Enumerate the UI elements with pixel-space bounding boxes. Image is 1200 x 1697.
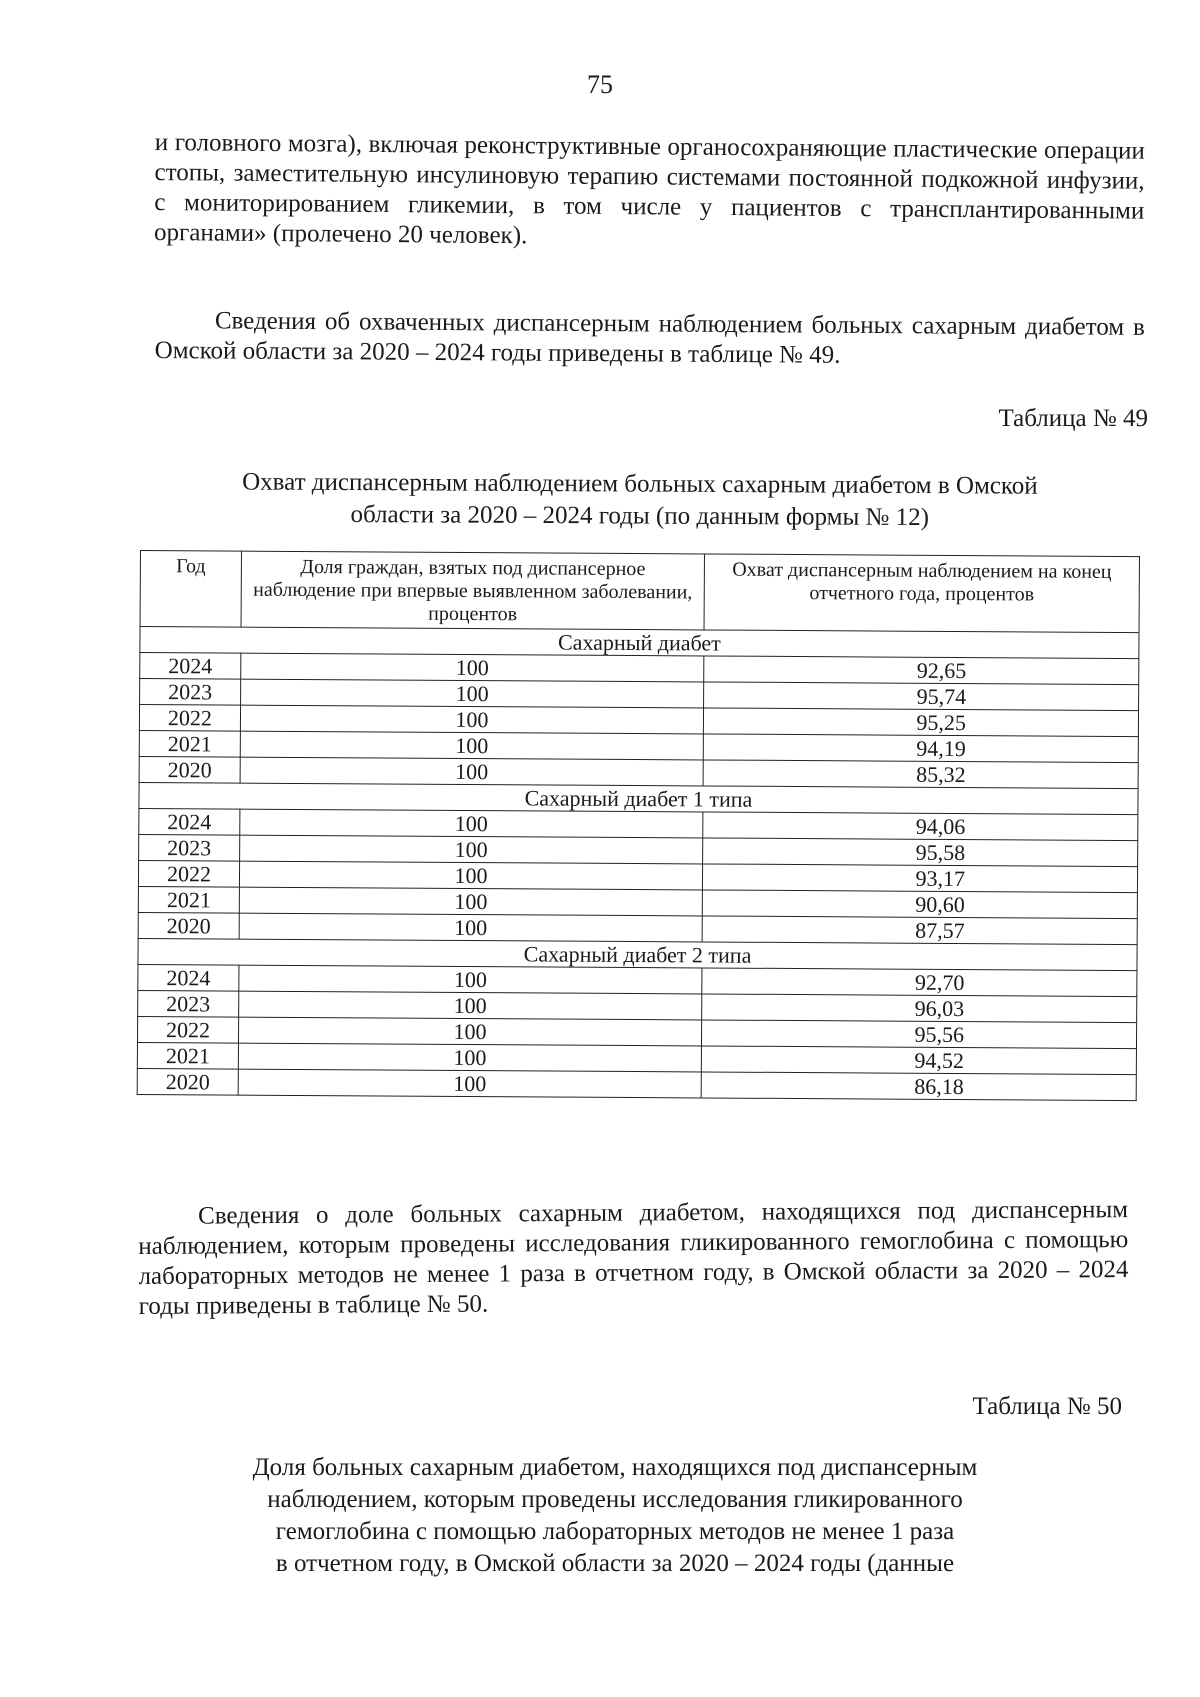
table-49 — [137, 550, 1140, 1101]
cell-year: 2022 — [137, 1016, 238, 1043]
cell-share: 100 — [239, 861, 702, 890]
page-number: 75 — [587, 70, 613, 99]
cell-coverage: 92,70 — [702, 968, 1137, 997]
table-50-title — [140, 1452, 1090, 1580]
cell-share: 100 — [239, 913, 702, 942]
intro-paragraph: и головного мозга), включая реконструктивные органосохраняющие пластические операции стопы, заместительную инсулиновую терапию системами постоянной подкожной инфузии, с мониторированием гликемии, в том числе у пациентов с трансплантированными органами» (пролечено 20 человек). — [153, 128, 1145, 250]
header-year: Год — [140, 551, 241, 628]
cell-year: 2022 — [139, 705, 240, 732]
cell-year: 2024 — [140, 653, 241, 680]
cell-coverage: 95,74 — [704, 682, 1139, 711]
cell-share: 100 — [240, 705, 703, 734]
paragraph-table-49-text: Сведения об охваченных диспансерным наблюдением больных сахарным диабетом в Омской области за 2020 – 2024 годы приведены в таблице № 49. — [154, 307, 1145, 369]
cell-year: 2022 — [138, 860, 239, 887]
section-title: Сахарный диабет 1 типа — [139, 782, 1138, 814]
cell-coverage: 94,19 — [703, 734, 1138, 763]
table-49-title — [150, 466, 1130, 535]
table-50-title-line: наблюдением, которым проведены исследования гликированного — [267, 1486, 963, 1513]
table-49-title-line: Охват диспансерным наблюдением больных сахарным диабетом в Омской — [242, 468, 1038, 500]
table-50-title-line: Доля больных сахарным диабетом, находящихся под диспансерным — [252, 1454, 978, 1481]
cell-coverage: 95,25 — [703, 708, 1138, 737]
cell-coverage: 95,56 — [701, 1020, 1136, 1049]
section-title: Сахарный диабет 2 типа — [138, 938, 1137, 970]
cell-year: 2023 — [139, 834, 240, 861]
cell-year: 2021 — [139, 730, 240, 757]
table-50-title-line: гемоглобина с помощью лабораторных методов не менее 1 раза — [275, 1518, 955, 1545]
cell-year: 2021 — [137, 1042, 238, 1069]
cell-share: 100 — [238, 1017, 701, 1046]
cell-year: 2023 — [138, 990, 239, 1017]
section-title: Сахарный диабет — [140, 627, 1139, 659]
cell-share: 100 — [240, 809, 703, 838]
cell-year: 2024 — [138, 964, 239, 991]
cell-share: 100 — [240, 835, 703, 864]
cell-coverage: 93,17 — [702, 864, 1137, 893]
cell-year: 2020 — [137, 1068, 238, 1095]
table-row — [137, 1068, 1136, 1100]
cell-share: 100 — [239, 991, 702, 1020]
cell-year: 2020 — [138, 912, 239, 939]
cell-coverage: 94,52 — [701, 1046, 1136, 1075]
cell-coverage: 90,60 — [702, 890, 1137, 919]
cell-share: 100 — [238, 1043, 701, 1072]
cell-coverage: 96,03 — [702, 994, 1137, 1023]
cell-coverage: 85,32 — [703, 760, 1138, 789]
header-coverage: Охват диспансерным наблюдением на конец отчетного года, процентов — [704, 554, 1139, 633]
cell-year: 2020 — [139, 756, 240, 783]
table-50-title-line: в отчетном году, в Омской области за 2020 – 2024 годы (данные — [275, 1550, 955, 1577]
cell-coverage: 95,58 — [703, 838, 1138, 867]
cell-share: 100 — [240, 731, 703, 760]
table-49-label: Таблица № 49 — [998, 405, 1148, 432]
cell-year: 2021 — [138, 886, 239, 913]
cell-year: 2023 — [140, 679, 241, 706]
table-50-label: Таблица № 50 — [972, 1393, 1122, 1420]
cell-coverage: 87,57 — [702, 916, 1137, 945]
paragraph-table-50-text: Сведения о доле больных сахарным диабетом, находящихся под диспансерным наблюдением, которым проведены исследования гликированного гемоглобина с помощью лабораторных методов не менее 1 раза в отчетном году, в Омской области за 2020 – 2024 годы приведены в таблице № 50. — [138, 1196, 1129, 1320]
paragraph-table-50-intro — [138, 1195, 1129, 1322]
table-49-header-row — [140, 551, 1139, 633]
cell-share: 100 — [238, 1069, 701, 1098]
cell-share: 100 — [241, 653, 704, 682]
cell-year: 2024 — [139, 808, 240, 835]
paragraph-table-49-intro — [155, 306, 1145, 373]
table-49-title-line: области за 2020 – 2024 годы (по данным формы № 12) — [350, 501, 930, 532]
cell-share: 100 — [241, 679, 704, 708]
cell-coverage: 92,65 — [704, 656, 1139, 685]
cell-coverage: 86,18 — [701, 1072, 1136, 1101]
cell-share: 100 — [240, 757, 703, 786]
cell-share: 100 — [239, 887, 702, 916]
header-share: Доля граждан, взятых под диспансерное наблюдение при впервые выявленном заболевании, процентов — [241, 551, 704, 630]
cell-coverage: 94,06 — [703, 812, 1138, 841]
cell-share: 100 — [239, 965, 702, 994]
